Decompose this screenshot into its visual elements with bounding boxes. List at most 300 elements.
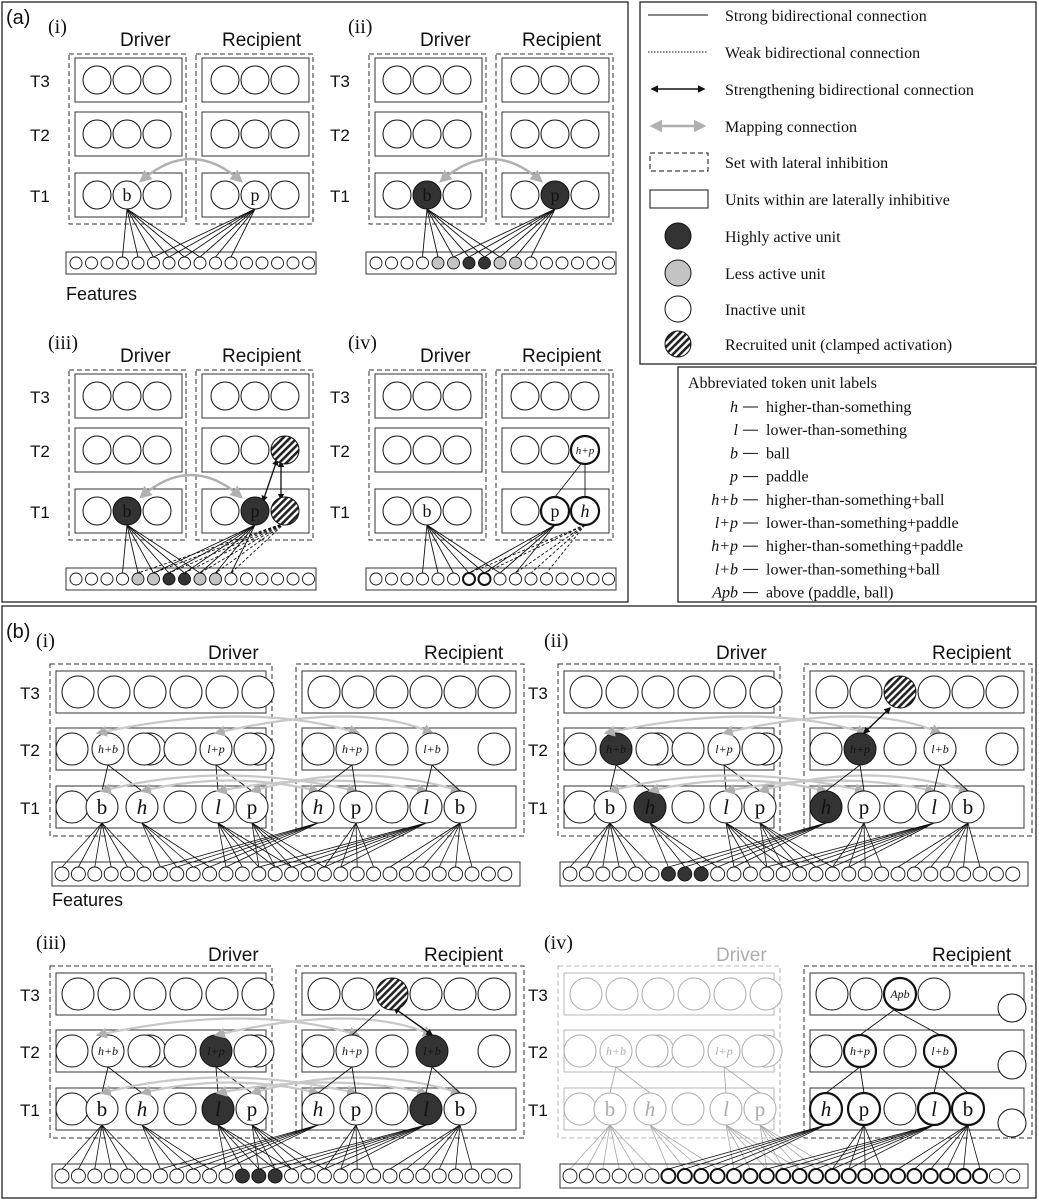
- feature-unit: [629, 867, 643, 881]
- panel-a-label: (a): [6, 7, 31, 29]
- connection-line: [185, 525, 256, 573]
- feature-unit: [494, 257, 506, 269]
- legend-text: Mapping connection: [725, 119, 857, 136]
- connection-line: [127, 525, 200, 573]
- connection-line: [127, 525, 154, 573]
- recipient-t3-unit: [918, 978, 950, 1010]
- feature-unit: [809, 1169, 823, 1183]
- unit-label: h+p: [575, 445, 595, 457]
- unit-label: l+p: [207, 742, 225, 756]
- feature-unit: [587, 573, 599, 585]
- abbrev-text: lower-than-something: [766, 422, 907, 440]
- feature-unit: [194, 573, 206, 585]
- connection-line: [427, 209, 500, 257]
- feature-unit: [334, 867, 348, 881]
- abbrev-text: lower-than-something+paddle: [766, 515, 959, 532]
- row-label-t3: T3: [30, 72, 50, 91]
- feature-unit: [55, 1169, 69, 1183]
- feature-unit: [825, 1169, 839, 1183]
- unit-label: h+p: [849, 1044, 871, 1058]
- feature-unit: [858, 867, 872, 881]
- driver-t2-unit: [128, 733, 160, 765]
- driver-t1-unit: [672, 1093, 704, 1125]
- recipient-unit: [541, 382, 569, 410]
- recipient-extra-unit: [998, 994, 1026, 1022]
- unit-label: l+b: [423, 742, 441, 756]
- hierarchy-line: [610, 1067, 616, 1093]
- recipient-unit: [241, 120, 269, 148]
- abbrev-key: l: [733, 422, 738, 440]
- driver-t1-unit: [164, 1093, 196, 1125]
- recipient-heading: Recipient: [932, 643, 1012, 664]
- feature-unit: [858, 1169, 872, 1183]
- driver-unit: [83, 66, 111, 94]
- driver-unit: [413, 120, 441, 148]
- recipient-unit: [271, 497, 299, 525]
- driver-t1-unit: [164, 791, 196, 823]
- connection-line: [964, 1125, 968, 1169]
- dashed-connection: [169, 523, 285, 573]
- feature-unit: [163, 257, 175, 269]
- feature-unit: [596, 867, 610, 881]
- feature-unit: [71, 1169, 85, 1183]
- connection-line: [650, 1125, 718, 1169]
- feature-unit: [494, 573, 506, 585]
- unit-label: h: [644, 1097, 656, 1121]
- hierarchy-line: [724, 1067, 760, 1093]
- connection-line: [210, 823, 318, 867]
- driver-t3-unit: [62, 978, 94, 1010]
- driver-t3-unit: [170, 978, 202, 1010]
- unit-label: b: [454, 1097, 466, 1121]
- recipient-t2-unit: [810, 733, 842, 765]
- feature-unit: [465, 867, 479, 881]
- feature-unit: [235, 1169, 249, 1183]
- recipient-t3-unit: [376, 676, 408, 708]
- hierarchy-line: [352, 765, 356, 791]
- feature-unit: [603, 573, 615, 585]
- unit-label: l: [423, 1097, 429, 1121]
- hierarchy-line: [616, 765, 650, 791]
- unit-label: l+p: [715, 742, 733, 756]
- recipient-unit: [211, 497, 239, 525]
- row-label-t1: T1: [20, 799, 40, 818]
- feature-unit: [1006, 867, 1020, 881]
- feature-unit: [587, 257, 599, 269]
- driver-t2-unit: [164, 1035, 196, 1067]
- driver-heading: Driver: [420, 30, 471, 51]
- hierarchy-line: [102, 765, 108, 791]
- row-label-t3: T3: [528, 986, 548, 1005]
- feature-unit: [383, 1169, 397, 1183]
- abbrev-text: above (paddle, ball): [766, 584, 894, 602]
- unit-label: p: [858, 1097, 870, 1121]
- abbrev-key: h+b: [711, 491, 738, 509]
- feature-unit: [793, 1169, 807, 1183]
- legend-item: [665, 223, 841, 249]
- connection-line: [406, 1125, 460, 1169]
- connection-line: [185, 209, 256, 257]
- legend-text: Strong bidirectional connection: [725, 8, 927, 25]
- unit-label: h: [820, 1097, 832, 1121]
- driver-group: [558, 643, 832, 867]
- hierarchy-line: [352, 1067, 356, 1093]
- abbrev-key: p: [730, 468, 738, 486]
- driver-t3-unit: [750, 676, 782, 708]
- recipient-unit: [541, 66, 569, 94]
- recipient-extra-unit: [998, 1109, 1026, 1137]
- connection-line: [718, 1125, 826, 1169]
- abbrev-key: l+p: [714, 515, 738, 532]
- driver-unit: [383, 181, 411, 209]
- connection-line: [650, 1125, 668, 1169]
- legend-item: [650, 153, 888, 172]
- feature-unit: [88, 1169, 102, 1183]
- recipient-t2-unit: [376, 1035, 408, 1067]
- dashed-connection: [154, 523, 286, 573]
- unit-label: l+p: [715, 1044, 733, 1058]
- feature-unit: [235, 867, 249, 881]
- hierarchy-line: [940, 1067, 968, 1093]
- feature-unit: [132, 257, 144, 269]
- connection-line: [610, 823, 619, 867]
- feature-unit: [875, 1169, 889, 1183]
- driver-heading: Driver: [208, 643, 259, 664]
- connection-line: [610, 1125, 619, 1169]
- recipient-unit: [271, 66, 299, 94]
- connection-line: [864, 1125, 865, 1169]
- abbrev-title: Abbreviated token unit labels: [688, 375, 877, 392]
- feature-unit: [186, 867, 200, 881]
- feature-unit: [287, 257, 299, 269]
- recipient-t3-unit: [410, 978, 442, 1010]
- driver-t1-unit: [672, 791, 704, 823]
- abbrev-row: [730, 445, 791, 462]
- hierarchy-line: [934, 765, 940, 791]
- driver-heading: Driver: [716, 643, 767, 664]
- connection-line: [816, 1125, 934, 1169]
- driver-t3-unit: [62, 676, 94, 708]
- driver-t1-unit: [56, 1093, 88, 1125]
- driver-t2-unit: [672, 1035, 704, 1067]
- unit-label: h+b: [605, 742, 627, 756]
- driver-unit: [143, 181, 171, 209]
- feature-unit: [957, 867, 971, 881]
- recipient-t2-unit: [376, 733, 408, 765]
- feature-unit: [101, 573, 113, 585]
- driver-t3-unit: [98, 676, 130, 708]
- unit-label: h+p: [341, 1044, 363, 1058]
- feature-unit: [463, 573, 475, 585]
- feature-unit: [401, 257, 413, 269]
- feature-unit: [317, 867, 331, 881]
- connection-line: [460, 823, 472, 867]
- feature-unit: [743, 867, 757, 881]
- hierarchy-line: [555, 464, 581, 497]
- dashed-connection: [138, 523, 285, 573]
- feature-unit: [55, 867, 69, 881]
- unit-label: p: [246, 1097, 258, 1121]
- feature-unit: [760, 1169, 774, 1183]
- connection-line: [610, 823, 636, 867]
- feature-unit: [163, 573, 175, 585]
- driver-unit: [413, 66, 441, 94]
- unit-label: b: [962, 1097, 974, 1121]
- subpanel-label: (ii): [348, 16, 373, 38]
- feature-unit: [661, 1169, 675, 1183]
- feature-unit: [170, 867, 184, 881]
- legend-text: Less active unit: [725, 266, 826, 283]
- feature-unit: [743, 1169, 757, 1183]
- connection-line: [427, 209, 454, 257]
- row-label-t3: T3: [20, 986, 40, 1005]
- dashed-connection: [516, 525, 586, 573]
- legend-text: Set with lateral inhibition: [725, 155, 889, 172]
- recipient-t3-unit: [816, 978, 848, 1010]
- recipient-t1-unit: [884, 791, 916, 823]
- panel-b-sub-1: [20, 630, 524, 910]
- feature-unit: [88, 867, 102, 881]
- feature-unit: [541, 573, 553, 585]
- abbrev-text: paddle: [766, 468, 809, 486]
- recipient-t2-unit: [810, 1035, 842, 1067]
- unit-label: l: [423, 795, 429, 819]
- feature-unit: [179, 257, 191, 269]
- abbrev-row: [730, 399, 911, 416]
- recipient-unit: [571, 382, 599, 410]
- recipient-unit: [271, 120, 299, 148]
- recipient-unit: [511, 66, 539, 94]
- connection-line: [500, 209, 555, 257]
- connection-line: [423, 525, 428, 573]
- unit-label: p: [246, 795, 258, 819]
- panel-a-sub-2: [330, 16, 616, 274]
- recipient-unit: [211, 120, 239, 148]
- feature-unit: [350, 1169, 364, 1183]
- connection-line: [356, 1125, 357, 1169]
- panel-a-sub-3: [30, 332, 316, 590]
- feature-unit: [367, 1169, 381, 1183]
- feature-unit: [809, 867, 823, 881]
- feature-unit: [194, 257, 206, 269]
- driver-unit: [113, 66, 141, 94]
- feature-unit: [225, 573, 237, 585]
- unit-label: l+p: [207, 1044, 225, 1058]
- driver-t2-unit: [234, 733, 266, 765]
- hierarchy-line: [352, 1010, 380, 1035]
- dashed-connection: [231, 523, 285, 573]
- recipient-t3-unit: [816, 676, 848, 708]
- feature-unit: [776, 867, 790, 881]
- unit-label: b: [604, 1097, 616, 1121]
- dashed-connection: [469, 525, 585, 573]
- recipient-extra-unit: [998, 1051, 1026, 1079]
- feature-unit: [416, 867, 430, 881]
- feature-unit: [219, 1169, 233, 1183]
- dashed-connection: [485, 525, 586, 573]
- feature-unit: [563, 867, 577, 881]
- feature-unit: [694, 1169, 708, 1183]
- driver-group: [50, 945, 324, 1169]
- driver-unit: [383, 382, 411, 410]
- driver-heading: Driver: [120, 346, 171, 367]
- legend-item: [652, 119, 857, 136]
- driver-unit: [443, 497, 471, 525]
- driver-unit: [143, 436, 171, 464]
- recipient-unit: [211, 382, 239, 410]
- feature-unit: [417, 573, 429, 585]
- feature-unit: [525, 257, 537, 269]
- feature-unit: [256, 257, 268, 269]
- row-label-t2: T2: [330, 126, 350, 145]
- dashed-box-icon: [650, 153, 708, 171]
- connection-line: [516, 209, 556, 257]
- driver-t3-unit: [642, 676, 674, 708]
- driver-unit: [83, 497, 111, 525]
- driver-t3-unit: [242, 978, 274, 1010]
- recipient-unit: [211, 436, 239, 464]
- feature-unit: [399, 1169, 413, 1183]
- row-label-t2: T2: [528, 741, 548, 760]
- feature-unit: [891, 867, 905, 881]
- driver-unit: [143, 497, 171, 525]
- strengthen-arrow: [864, 708, 890, 733]
- feature-unit: [645, 867, 659, 881]
- driver-t3-unit: [570, 676, 602, 708]
- driver-unit: [383, 436, 411, 464]
- hierarchy-line: [724, 1067, 726, 1093]
- driver-t2-unit: [128, 1035, 160, 1067]
- recipient-heading: Recipient: [932, 945, 1012, 966]
- feature-unit: [416, 1169, 430, 1183]
- dashed-connection: [547, 525, 586, 573]
- row-label-t2: T2: [30, 126, 50, 145]
- feature-unit: [479, 257, 491, 269]
- feature-unit: [596, 1169, 610, 1183]
- connection-line: [832, 1125, 934, 1169]
- driver-unit: [413, 436, 441, 464]
- feature-unit: [481, 867, 495, 881]
- recipient-unit: [241, 436, 269, 464]
- feature-unit: [137, 867, 151, 881]
- mapping-arc: [141, 475, 241, 497]
- feature-unit: [694, 867, 708, 881]
- feature-unit: [907, 867, 921, 881]
- recipient-unit: [241, 66, 269, 94]
- driver-t2-unit: [164, 733, 196, 765]
- feature-unit: [272, 257, 284, 269]
- subpanel-label: (iv): [348, 332, 377, 354]
- unit-label: p: [754, 1097, 766, 1121]
- recipient-unit: [511, 436, 539, 464]
- recipient-t3-unit: [376, 978, 408, 1010]
- feature-unit: [463, 257, 475, 269]
- feature-unit: [386, 573, 398, 585]
- feature-unit: [317, 1169, 331, 1183]
- feature-unit: [104, 867, 118, 881]
- connection-line: [123, 209, 128, 257]
- feature-unit: [907, 1169, 921, 1183]
- connection-line: [102, 1125, 128, 1169]
- driver-t3-unit: [678, 676, 710, 708]
- feature-unit: [132, 573, 144, 585]
- driver-group: [50, 643, 324, 867]
- feature-unit: [891, 1169, 905, 1183]
- driver-t3-unit: [98, 978, 130, 1010]
- strengthen-arrow: [394, 1008, 432, 1035]
- abbrev-key: b: [730, 445, 738, 463]
- driver-unit: [143, 66, 171, 94]
- feature-unit: [303, 257, 315, 269]
- recipient-unit: [211, 181, 239, 209]
- driver-t3-unit: [170, 676, 202, 708]
- driver-t2-unit: [672, 733, 704, 765]
- feature-unit: [370, 573, 382, 585]
- row-label-t3: T3: [330, 72, 350, 91]
- driver-unit: [113, 120, 141, 148]
- connection-line: [406, 823, 460, 867]
- feature-unit: [525, 573, 537, 585]
- recipient-t1-unit: [376, 791, 408, 823]
- unit-label: l: [723, 795, 729, 819]
- row-label-t1: T1: [528, 799, 548, 818]
- driver-group: [558, 945, 832, 1169]
- connection-line: [123, 525, 128, 573]
- white-circle-icon: [665, 296, 691, 322]
- connection-line: [154, 525, 256, 573]
- abbrev-row: [715, 561, 941, 578]
- recipient-t1-unit: [376, 1093, 408, 1125]
- legend-text: Strengthening bidirectional connection: [725, 82, 974, 99]
- subpanel-label: (iii): [48, 332, 78, 354]
- feature-unit: [70, 257, 82, 269]
- feature-unit: [70, 573, 82, 585]
- unit-label: l: [723, 1097, 729, 1121]
- feature-unit: [793, 867, 807, 881]
- recipient-t3-unit: [308, 978, 340, 1010]
- abbrev-key: h: [730, 399, 738, 416]
- unit-label: p: [350, 1097, 362, 1121]
- feature-unit: [121, 1169, 135, 1183]
- recipient-t3-unit: [444, 676, 476, 708]
- recipient-heading: Recipient: [522, 30, 602, 51]
- feature-unit: [241, 257, 253, 269]
- recipient-unit: [241, 382, 269, 410]
- subpanel-label: (iv): [544, 932, 573, 954]
- recipient-t2-unit: [884, 1035, 916, 1067]
- driver-t2-unit: [636, 1035, 668, 1067]
- feature-unit: [153, 867, 167, 881]
- abbrev-text: lower-than-something+ball: [766, 561, 940, 579]
- feature-unit: [940, 867, 954, 881]
- feature-unit: [556, 573, 568, 585]
- unit-label: h+b: [605, 1044, 627, 1058]
- driver-t2-unit: [564, 733, 596, 765]
- unit-label: h: [136, 1097, 148, 1121]
- feature-unit: [252, 867, 266, 881]
- feature-unit: [272, 573, 284, 585]
- row-label-t2: T2: [528, 1043, 548, 1062]
- row-label-t2: T2: [330, 442, 350, 461]
- driver-t2-unit: [564, 1035, 596, 1067]
- driver-unit: [443, 436, 471, 464]
- connection-line: [356, 823, 357, 867]
- dark-circle-icon: [665, 223, 691, 249]
- hierarchy-line: [860, 1010, 894, 1035]
- unit-label: h: [312, 1097, 324, 1121]
- feature-unit: [71, 867, 85, 881]
- connection-line: [816, 823, 934, 867]
